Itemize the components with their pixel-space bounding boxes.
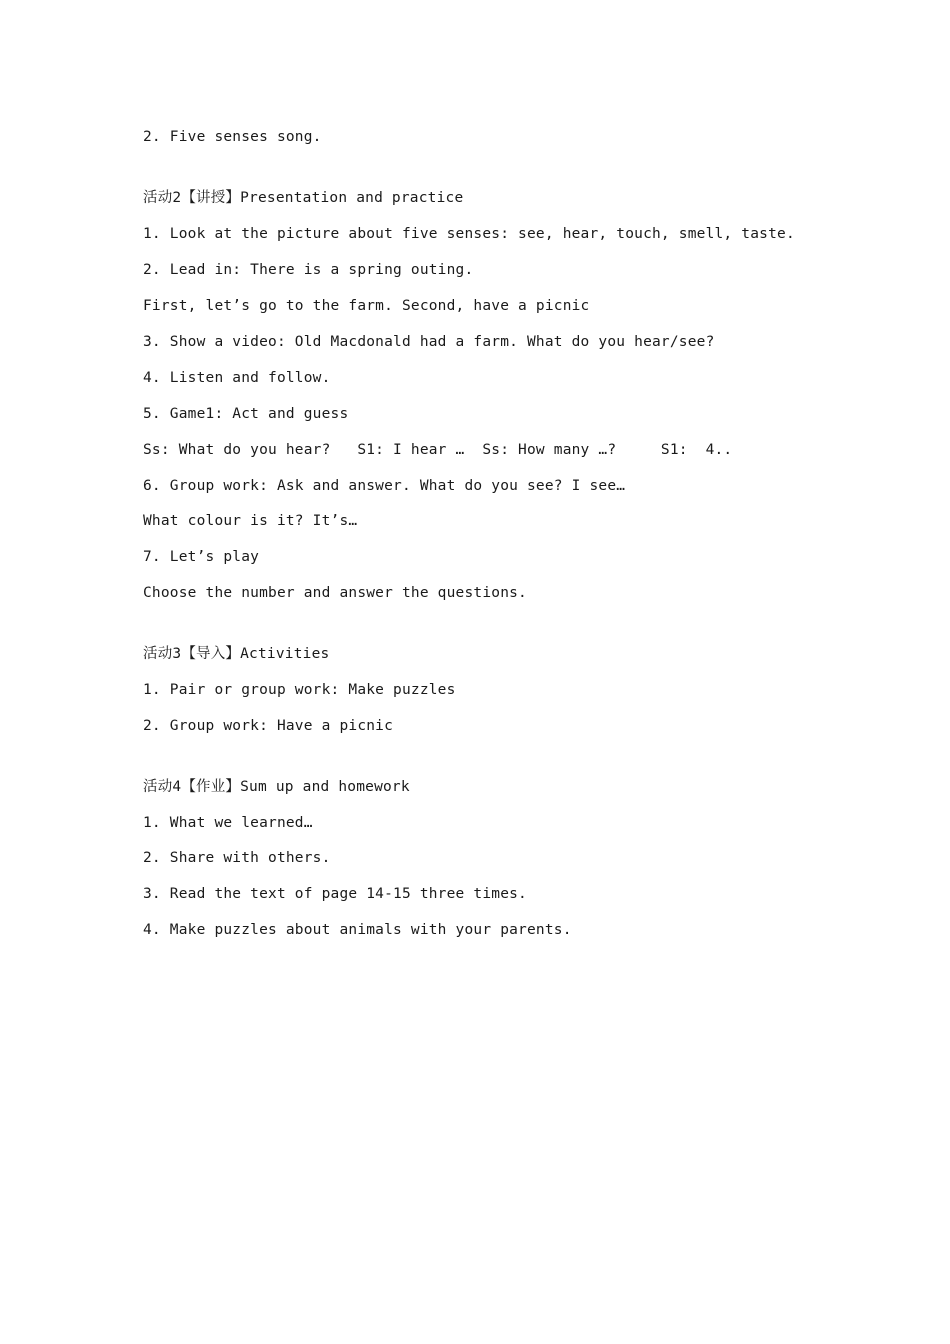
activity-4-item-4: 4. Make puzzles about animals with your parents. <box>143 922 572 938</box>
activity-2-item-7: 7. Let’s play <box>143 549 260 565</box>
activity-3-heading: 活动3【导入】Activities <box>143 646 330 662</box>
activity-2-item-1: 1. Look at the picture about five senses: see, hear, touch, smell, taste. <box>143 226 795 242</box>
activity-2-item-6: 6. Group work: Ask and answer. What do you see? I see… <box>143 478 626 494</box>
activity-2-item-3: 3. Show a video: Old Macdonald had a farm. What do you hear/see? <box>143 334 715 350</box>
activity-4-item-1: 1. What we learned… <box>143 815 313 831</box>
activity-3-item-2: 2. Group work: Have a picnic <box>143 718 394 734</box>
activity-4-item-3: 3. Read the text of page 14-15 three times. <box>143 886 527 902</box>
activity-2-heading: 活动2【讲授】Presentation and practice <box>143 190 464 206</box>
activity-2-item-2: 2. Lead in: There is a spring outing. <box>143 262 474 278</box>
activity-4-item-2: 2. Share with others. <box>143 850 331 866</box>
activity-4-heading: 活动4【作业】Sum up and homework <box>143 779 410 795</box>
activity-2-item-2-detail: First, let’s go to the farm. Second, have a picnic <box>143 298 590 314</box>
activity-2-item-6-detail: What colour is it? It’s… <box>143 513 358 529</box>
activity-2-item-4: 4. Listen and follow. <box>143 370 331 386</box>
activity-2-item-7-detail: Choose the number and answer the questions. <box>143 585 527 601</box>
activity-2-item-5-dialogue: Ss: What do you hear? S1: I hear … Ss: How many …? S1: 4.. <box>143 442 733 458</box>
activity-3-item-1: 1. Pair or group work: Make puzzles <box>143 682 456 698</box>
activity-2-item-5: 5. Game1: Act and guess <box>143 406 349 422</box>
song-item: 2. Five senses song. <box>143 129 322 145</box>
